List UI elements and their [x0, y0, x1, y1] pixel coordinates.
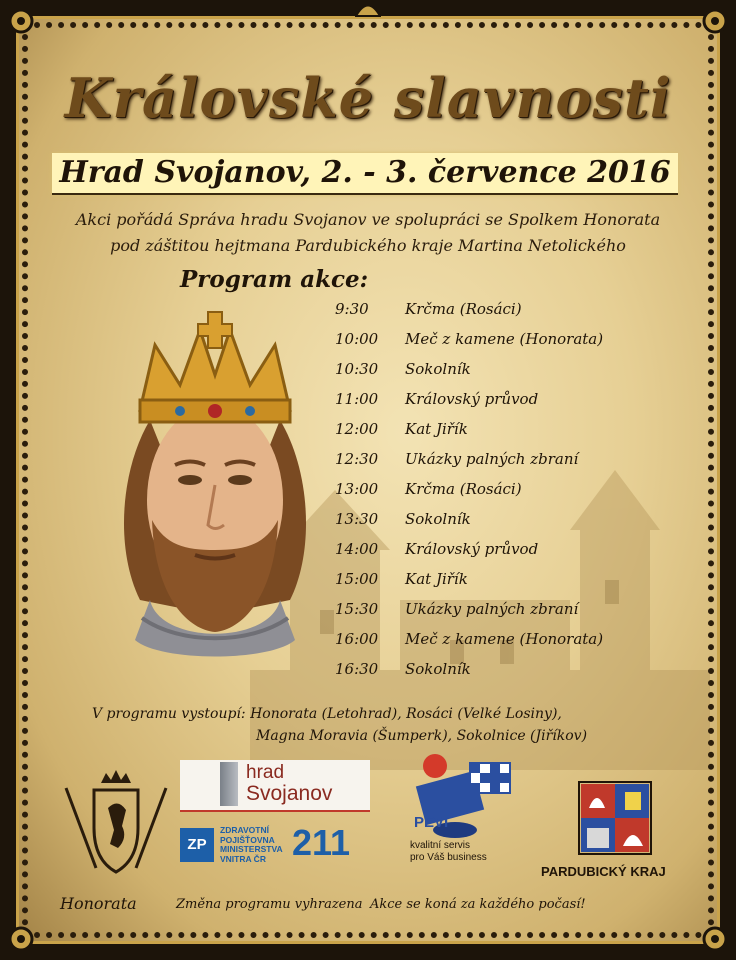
honorata-crest-logo	[56, 768, 176, 888]
corner-ornament-icon	[702, 8, 728, 34]
zp-number: 211	[292, 822, 351, 863]
schedule-time: 15:00	[335, 570, 379, 588]
event-date-banner: Hrad Svojanov, 2. - 3. července 2016	[52, 153, 678, 195]
schedule-event: Sokolník	[405, 360, 471, 378]
zp-line-4: VNITRA ČR	[220, 853, 266, 864]
schedule-event: Krčma (Rosáci)	[405, 480, 522, 498]
zp-line-1: ZDRAVOTNÍ	[220, 825, 269, 835]
performers-line-2: Magna Moravia (Šumperk), Sokolnice (Jiříkov)	[256, 728, 588, 744]
schedule-event: Královský průvod	[405, 390, 539, 408]
schedule-event: Meč z kamene (Honorata)	[405, 330, 604, 348]
schedule-event: Kat Jiřík	[405, 420, 468, 438]
zp-line-3: MINISTERSTVA	[220, 844, 283, 854]
schedule-time: 10:00	[335, 330, 379, 348]
hrad-logo-line1: hrad	[246, 762, 285, 783]
poster-title: Královské slavnosti	[64, 66, 672, 130]
corner-ornament-icon	[8, 8, 34, 34]
pardubicky-kraj-logo	[535, 778, 690, 888]
pevi-tagline-1: kvalitní servis	[410, 840, 471, 851]
corner-ornament-icon	[702, 926, 728, 952]
schedule-time: 15:30	[335, 600, 379, 618]
schedule-event: Kat Jiřík	[405, 570, 468, 588]
program-heading: Program akce:	[180, 266, 369, 293]
corner-ornament-icon	[8, 926, 34, 952]
schedule-time: 10:30	[335, 360, 379, 378]
schedule-event: Ukázky palných zbraní	[405, 600, 579, 618]
schedule-event: Královský průvod	[405, 540, 539, 558]
schedule-event: Sokolník	[405, 660, 471, 678]
hrad-svojanov-logo	[180, 760, 370, 812]
zp-line-2: POJIŠŤOVNA	[220, 834, 275, 845]
schedule-time: 13:30	[335, 510, 379, 528]
performers-line-1: V programu vystoupí: Honorata (Letohrad), Rosáci (Velké Losiny),	[92, 706, 562, 722]
pevi-tagline-2: pro Váš business	[410, 852, 487, 863]
schedule-event: Sokolník	[405, 510, 471, 528]
schedule-event: Meč z kamene (Honorata)	[405, 630, 604, 648]
schedule-time: 14:00	[335, 540, 379, 558]
schedule-time: 11:00	[335, 390, 379, 408]
top-shell-ornament-icon	[355, 1, 381, 17]
tower-icon	[220, 762, 238, 806]
pardubice-coat-of-arms-icon	[575, 778, 655, 858]
zpmv-logo	[180, 822, 370, 870]
zp-badge-icon: ZP	[180, 828, 214, 862]
pevi-name: PEVI	[414, 814, 449, 831]
schedule-time: 16:30	[335, 660, 379, 678]
weather-note: Akce se koná za každého počasí!	[370, 897, 586, 912]
schedule-time: 12:00	[335, 420, 379, 438]
pevi-logo	[410, 748, 530, 878]
schedule-time: 16:00	[335, 630, 379, 648]
hrad-logo-line2: Svojanov	[246, 782, 333, 805]
schedule-event: Krčma (Rosáci)	[405, 300, 522, 318]
pk-name: PARDUBICKÝ KRAJ	[541, 864, 666, 879]
schedule-time: 9:30	[335, 300, 369, 318]
schedule-time: 12:30	[335, 450, 379, 468]
schedule-event: Ukázky palných zbraní	[405, 450, 579, 468]
organizer-line: Akci pořádá Správa hradu Svojanov ve spolupráci se Spolkem Honorata	[75, 210, 661, 229]
program-change-note: Změna programu vyhrazena	[176, 897, 363, 912]
schedule-time: 13:00	[335, 480, 379, 498]
patronage-line: pod záštitou hejtmana Pardubického kraje Martina Netolického	[110, 236, 626, 255]
honorata-label: Honorata	[60, 894, 137, 913]
